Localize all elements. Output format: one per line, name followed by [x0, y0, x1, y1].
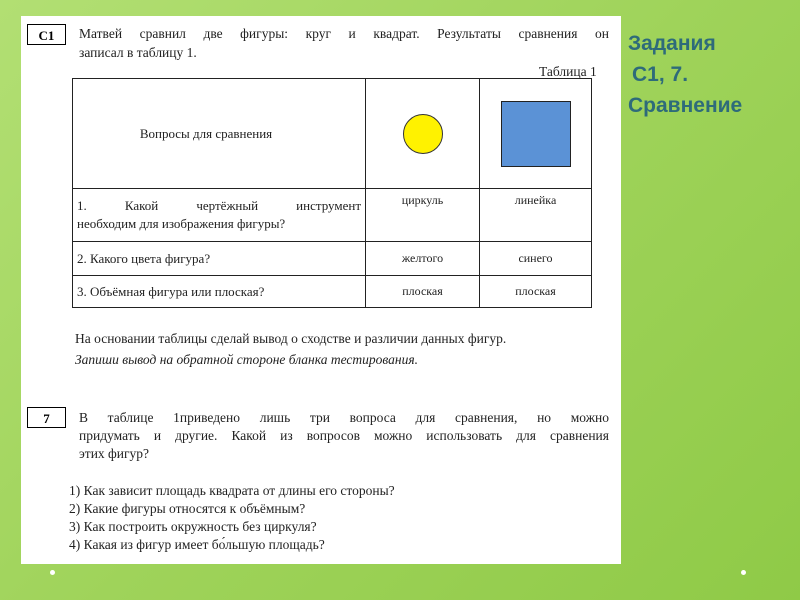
table-cell-square: линейка — [480, 189, 592, 242]
table-header-questions: Вопросы для сравнения — [73, 79, 366, 189]
task-7-text-line3: этих фигур? — [79, 446, 150, 461]
instruction-text: Запиши вывод на обратной стороне бланка тестирования. — [75, 352, 418, 367]
table-cell-question — [73, 189, 366, 242]
yellow-circle-shape — [403, 114, 443, 154]
table-header-row — [73, 79, 592, 189]
task-7-text-line2: придумать и другие. Какой из вопросов можно использовать для сравнения — [79, 428, 609, 443]
answer-option-1: 1) Как зависит площадь квадрата от длины его стороны? — [69, 483, 395, 498]
comparison-table — [72, 78, 592, 308]
decorative-dot-right — [741, 570, 746, 575]
table-cell-circle: плоская — [366, 276, 480, 308]
question-1-line2: необходим для изображения фигуры? — [77, 216, 286, 231]
task-7-text-line1: В таблице 1приведено лишь три вопроса для сравнения, но можно — [79, 410, 609, 425]
table-cell-square: плоская — [480, 276, 592, 308]
slide-title-line3: Сравнение — [628, 94, 743, 117]
table-row — [73, 276, 592, 308]
answer-option-2: 2) Какие фигуры относятся к объёмным? — [69, 501, 306, 516]
task-c1-intro-line2: записал в таблицу 1. — [79, 45, 197, 60]
table-cell-question: 3. Объёмная фигура или плоская? — [73, 276, 366, 308]
table-header-square — [480, 79, 592, 189]
table-caption: Таблица 1 — [539, 64, 597, 79]
answer-option-4: 4) Какая из фигур имеет бо́льшую площадь? — [69, 537, 325, 552]
slide-title-line2: С1, 7. — [632, 63, 689, 86]
task-7-number: 7 — [27, 407, 66, 428]
blue-square-shape — [501, 101, 571, 167]
table-header-circle — [366, 79, 480, 189]
worksheet — [21, 16, 621, 564]
slide-title — [628, 28, 793, 121]
table-cell-circle: желтого — [366, 242, 480, 276]
table-row — [73, 189, 592, 242]
task-c1-intro-line1: Матвей сравнил две фигуры: круг и квадрат. Результаты сравнения он — [79, 26, 609, 41]
task-c1-number: С1 — [27, 24, 66, 45]
table-cell-question: 2. Какого цвета фигура? — [73, 242, 366, 276]
answer-option-3: 3) Как построить окружность без циркуля? — [69, 519, 317, 534]
conclusion-text: На основании таблицы сделай вывод о сходстве и различии данных фигур. — [75, 331, 507, 346]
decorative-dot-left — [50, 570, 55, 575]
question-1-line1: 1. Какой чертёжный инструмент — [77, 198, 361, 213]
table-row — [73, 242, 592, 276]
table-cell-circle: циркуль — [366, 189, 480, 242]
slide-title-line1: Задания — [628, 32, 716, 55]
table-cell-square: синего — [480, 242, 592, 276]
